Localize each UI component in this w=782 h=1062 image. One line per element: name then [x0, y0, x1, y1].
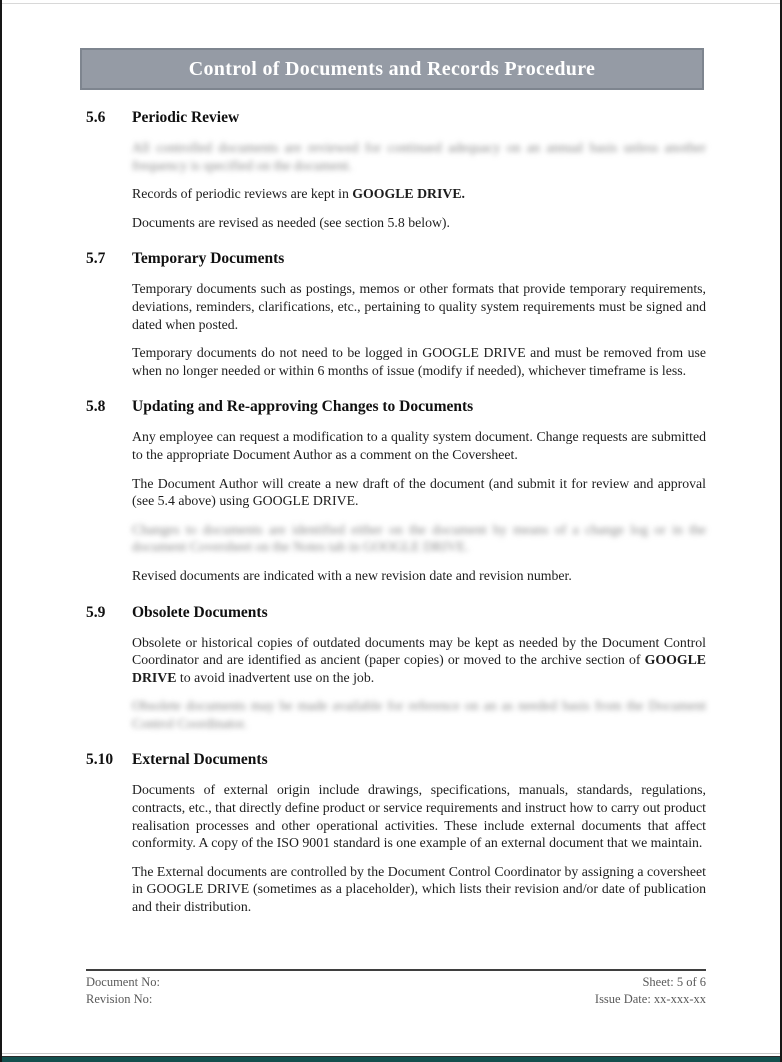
section-body [132, 634, 706, 733]
text-run: The Document Author will create a new draft of the document (and submit it for review and approval (see 5.4 above) using GOOGLE DRIVE. [132, 475, 706, 509]
bold-text: GOOGLE DRIVE. [352, 186, 465, 202]
text-run: Changes to documents are identified either on the document by means of a change log or in the document Coversheet on the Notes tab in GOOGLE DRIVE. [132, 521, 706, 555]
section-heading-row [86, 108, 706, 128]
section-heading-row [86, 603, 706, 623]
text-run: Obsolete or historical copies of outdated documents may be kept as needed by the Document Control Coordinator and are identified as ancient (paper copies) or moved to the archive section of [132, 634, 706, 668]
sections [86, 108, 706, 916]
paragraph [132, 781, 706, 851]
section-body [132, 280, 706, 379]
section-heading-row [86, 249, 706, 269]
page-title: Control of Documents and Records Procedure [188, 57, 596, 80]
paragraph [132, 863, 706, 916]
section-heading: Obsolete Documents [132, 603, 268, 621]
footer-row-1 [86, 974, 706, 991]
section-5.6 [86, 108, 706, 231]
paragraph [132, 280, 706, 333]
bottom-accent-strip [2, 1056, 780, 1062]
text-run: All controlled documents are reviewed for continued adequacy on an annual basis unless another frequency is specified on the document. [132, 140, 706, 173]
paragraph [132, 428, 706, 463]
section-body [132, 139, 706, 231]
footer-revision-no-label: Revision No: [86, 992, 153, 1006]
paragraph [132, 634, 706, 687]
blurred-paragraph [132, 697, 706, 732]
blurred-paragraph [132, 521, 706, 556]
top-rule [2, 3, 780, 4]
footer-sheet: Sheet: 5 of 6 [642, 975, 706, 989]
bottom-rule [2, 1053, 780, 1054]
paragraph [132, 185, 706, 203]
footer-document-no-label: Document No: [86, 975, 160, 989]
section-number: 5.9 [86, 603, 106, 621]
text-run: Obsolete documents may be made available for reference on an as needed basis from the Document Control Coordinator. [132, 698, 706, 731]
text-run: Any employee can request a modification to a quality system document. Change requests are submitted to the appropriate Document Author as a comment on the Coversheet. [132, 429, 706, 462]
text-run: Temporary documents such as postings, memos or other formats that provide temporary requirements, deviations, reminders, clarifications, etc., pertaining to quality system requirements must be signed and dated when posted. [132, 281, 706, 332]
section-heading: Temporary Documents [132, 250, 285, 268]
section-heading-row [86, 397, 706, 417]
text-run: to avoid inadvertent use on the job. [176, 669, 375, 685]
section-number: 5.10 [86, 751, 114, 769]
text-run: Documents are revised as needed (see section 5.8 below). [132, 214, 450, 230]
section-number: 5.7 [86, 250, 106, 268]
section-heading-row [86, 750, 706, 770]
paragraph [132, 344, 706, 379]
bold-text: GOOGLE DRIVE [132, 652, 706, 685]
section-5.7 [86, 249, 706, 379]
section-number: 5.6 [86, 109, 106, 126]
section-heading: External Documents [132, 751, 268, 769]
section-body [132, 428, 706, 584]
text-run: Revised documents are indicated with a new revision date and revision number. [132, 567, 572, 583]
paragraph [132, 214, 706, 232]
section-5.9 [86, 603, 706, 733]
text-run: The External documents are controlled by the Document Control Coordinator by assigning a coversheet in GOOGLE DRIVE (sometimes as a placeholder), which lists their revision and/or date of publication and their distribution. [132, 863, 706, 915]
text-run: Documents of external origin include drawings, specifications, manuals, standards, regulations, contracts, etc., that directly define product or service requirements and instruct how to carry out product realisation processes and other operational activities. These include external documents that affect conformity. A copy of the ISO 9001 standard is one example of an external document that we maintain. [132, 782, 706, 851]
paragraph [132, 567, 706, 585]
footer [86, 969, 706, 1008]
section-5.10 [86, 750, 706, 915]
section-5.8 [86, 397, 706, 584]
footer-issue-date: Issue Date: xx-xxx-xx [594, 992, 706, 1006]
section-body [132, 781, 706, 915]
section-heading: Updating and Re-approving Changes to Documents [132, 398, 474, 416]
text-run: Temporary documents do not need to be logged in GOOGLE DRIVE and must be removed from use when no longer needed or within 6 months of issue (modify if needed), whichever timeframe is less. [132, 345, 706, 378]
text-run: Records of periodic reviews are kept in [132, 186, 353, 202]
paragraph [132, 475, 706, 510]
footer-row-2 [86, 991, 706, 1008]
section-heading: Periodic Review [132, 109, 240, 126]
section-number: 5.8 [86, 398, 106, 416]
title-banner [80, 48, 704, 90]
blurred-paragraph [132, 139, 706, 174]
